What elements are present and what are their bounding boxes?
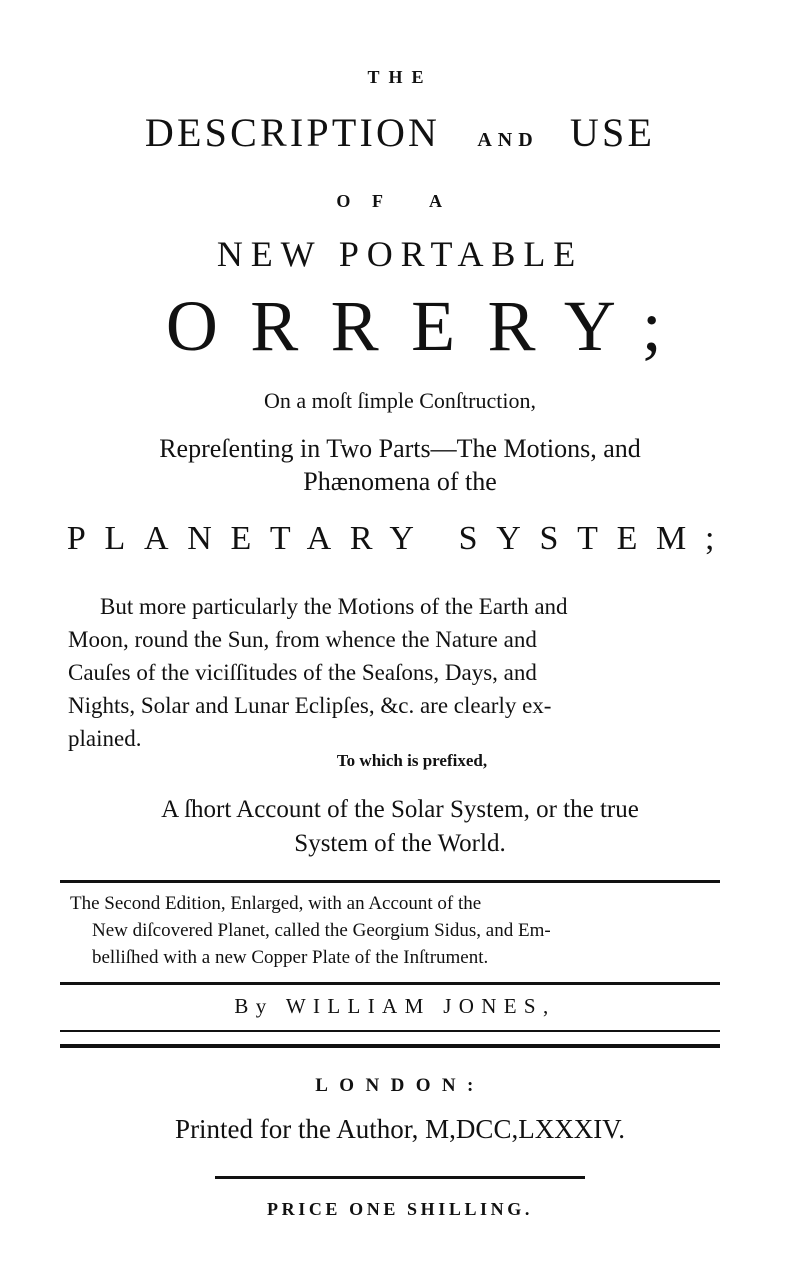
- description-line: Nights, Solar and Lunar Eclipſes, &c. are clearly ex-: [68, 693, 552, 718]
- description-line: Cauſes of the viciſſitudes of the Seaſons, Days, and: [68, 660, 537, 685]
- heading-planetary-system: PLANETARY SYSTEM;: [66, 520, 734, 557]
- divider-rule: [60, 1044, 720, 1048]
- edition-note: [70, 890, 710, 971]
- description-paragraph: [68, 590, 710, 755]
- edition-line: New diſcovered Planet, called the Georgium Sidus, and Em-: [92, 920, 551, 941]
- edition-line: belliſhed with a new Copper Plate of the Inſtrument.: [92, 947, 489, 968]
- prefixed-note: To which is prefixed,: [336, 751, 488, 770]
- price-line: PRICE ONE SHILLING.: [267, 1199, 533, 1219]
- heading-description: DESCRIPTION: [144, 110, 441, 155]
- heading-use: USE: [569, 110, 656, 155]
- account-line-1: A ſhort Account of the Solar System, or the true: [161, 796, 639, 823]
- heading-description-line: [0, 110, 800, 155]
- heading-orrery: ORRERY;: [165, 286, 695, 366]
- subtitle-representing-1: Repreſenting in Two Parts—The Motions, and: [159, 434, 641, 463]
- heading-new-portable: NEW PORTABLE: [216, 234, 584, 274]
- description-line: Moon, round the Sun, from whence the Nature and: [68, 627, 537, 652]
- divider-rule: [60, 880, 720, 883]
- edition-line: The Second Edition, Enlarged, with an Account of the: [70, 893, 482, 914]
- divider-rule: [215, 1176, 585, 1179]
- subtitle-construction: On a moſt ſimple Conſtruction,: [264, 388, 536, 413]
- heading-of-a: OF A: [336, 191, 464, 211]
- heading-and: AND: [477, 129, 539, 151]
- imprint-place: LONDON:: [315, 1075, 485, 1096]
- imprint-printed: Printed for the Author, M,DCC,LXXXIV.: [175, 1114, 625, 1144]
- heading-the: THE: [367, 67, 433, 87]
- divider-rule: [60, 982, 720, 985]
- description-line: But more particularly the Motions of the Earth and: [100, 594, 568, 619]
- account-line-2: System of the World.: [294, 830, 506, 857]
- author-line: By WILLIAM JONES,: [234, 994, 556, 1018]
- subtitle-representing-2: Phænomena of the: [303, 467, 497, 496]
- divider-rule: [60, 1030, 720, 1032]
- description-line: plained.: [68, 726, 142, 751]
